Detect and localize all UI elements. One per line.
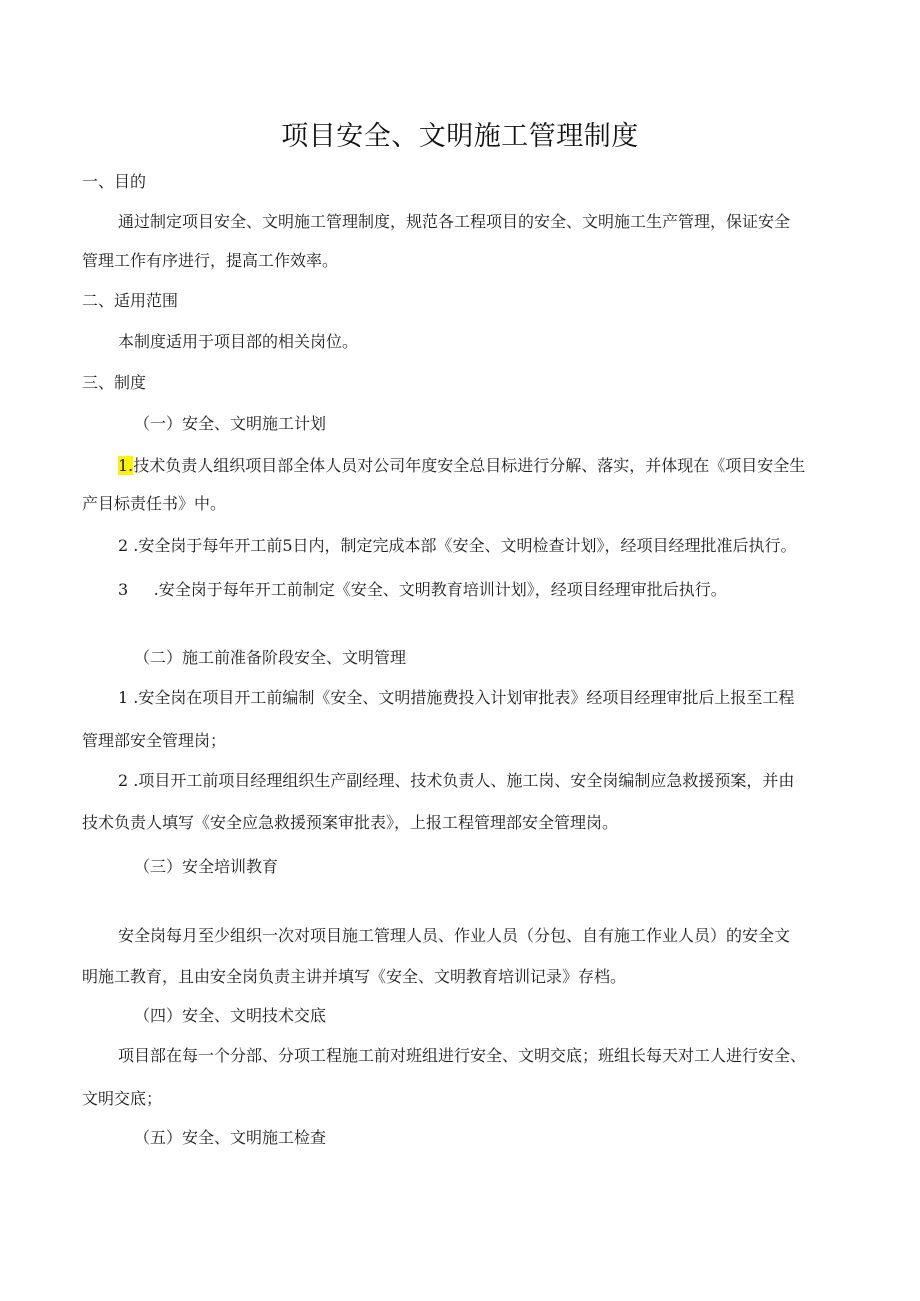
paragraph-line: 本制度适用于项目部的相关岗位。 [118, 332, 359, 351]
list-item-text: 技术负责人组织项目部全体人员对公司年度安全总目标进行分解、落实，并体现在《项目安全生 [133, 456, 806, 475]
list-item-number: 2 [118, 771, 129, 790]
paragraph-line: 安全岗每月至少组织一次对项目施工管理人员、作业人员（分包、自有施工作业人员）的安全文 [118, 926, 791, 945]
subsection-heading-training: （三）安全培训教育 [134, 857, 279, 876]
list-item [118, 771, 794, 791]
paragraph-line: 管理部安全管理岗； [82, 731, 227, 750]
subsection-heading-plan: （一）安全、文明施工计划 [134, 414, 327, 433]
list-item [118, 456, 805, 476]
list-item [118, 688, 794, 708]
list-item-text: .安全岗于每年开工前5日内，制定完成本部《安全、文明检查计划》，经项目经理批准后执行。 [133, 536, 797, 555]
list-item [118, 536, 797, 556]
list-item [118, 580, 727, 600]
highlighted-number: 1. [118, 456, 134, 475]
paragraph-line: 文明交底； [82, 1089, 163, 1108]
subsection-heading-disclosure: （四）安全、文明技术交底 [134, 1006, 327, 1025]
paragraph-line: 产目标责任书》中。 [82, 494, 227, 513]
list-item-text: .项目开工前项目经理组织生产副经理、技术负责人、施工岗、安全岗编制应急救援预案，并由 [133, 771, 795, 790]
subsection-heading-preparation: （二）施工前准备阶段安全、文明管理 [134, 648, 407, 667]
list-item-text: .安全岗在项目开工前编制《安全、文明措施费投入计划审批表》经项目经理审批后上报至工程 [133, 688, 795, 707]
section-heading-purpose: 一、目的 [82, 172, 147, 191]
list-item-number: 2 [118, 536, 129, 555]
paragraph-line: 明施工教育，且由安全岗负责主讲并填写《安全、文明教育培训记录》存档。 [82, 967, 627, 986]
paragraph-line: 技术负责人填写《安全应急救援预案审批表》，上报工程管理部安全管理岗。 [82, 813, 619, 832]
list-item-number: 1 [118, 688, 129, 707]
list-item-number: 3 [118, 580, 129, 599]
page-title: 项目安全、文明施工管理制度 [281, 121, 639, 152]
list-item-text: .安全岗于每年开工前制定《安全、文明教育培训计划》，经项目经理审批后执行。 [153, 580, 727, 599]
section-heading-scope: 二、适用范围 [82, 291, 179, 310]
section-heading-system: 三、制度 [82, 373, 147, 392]
paragraph-line: 通过制定项目安全、文明施工管理制度，规范各工程项目的安全、文明施工生产管理，保证安全 [118, 212, 791, 231]
paragraph-line: 管理工作有序进行，提高工作效率。 [82, 251, 339, 270]
subsection-heading-inspection: （五）安全、文明施工检查 [134, 1128, 327, 1147]
paragraph-line: 项目部在每一个分部、分项工程施工前对班组进行安全、文明交底；班组长每天对工人进行安全、 [118, 1046, 807, 1065]
